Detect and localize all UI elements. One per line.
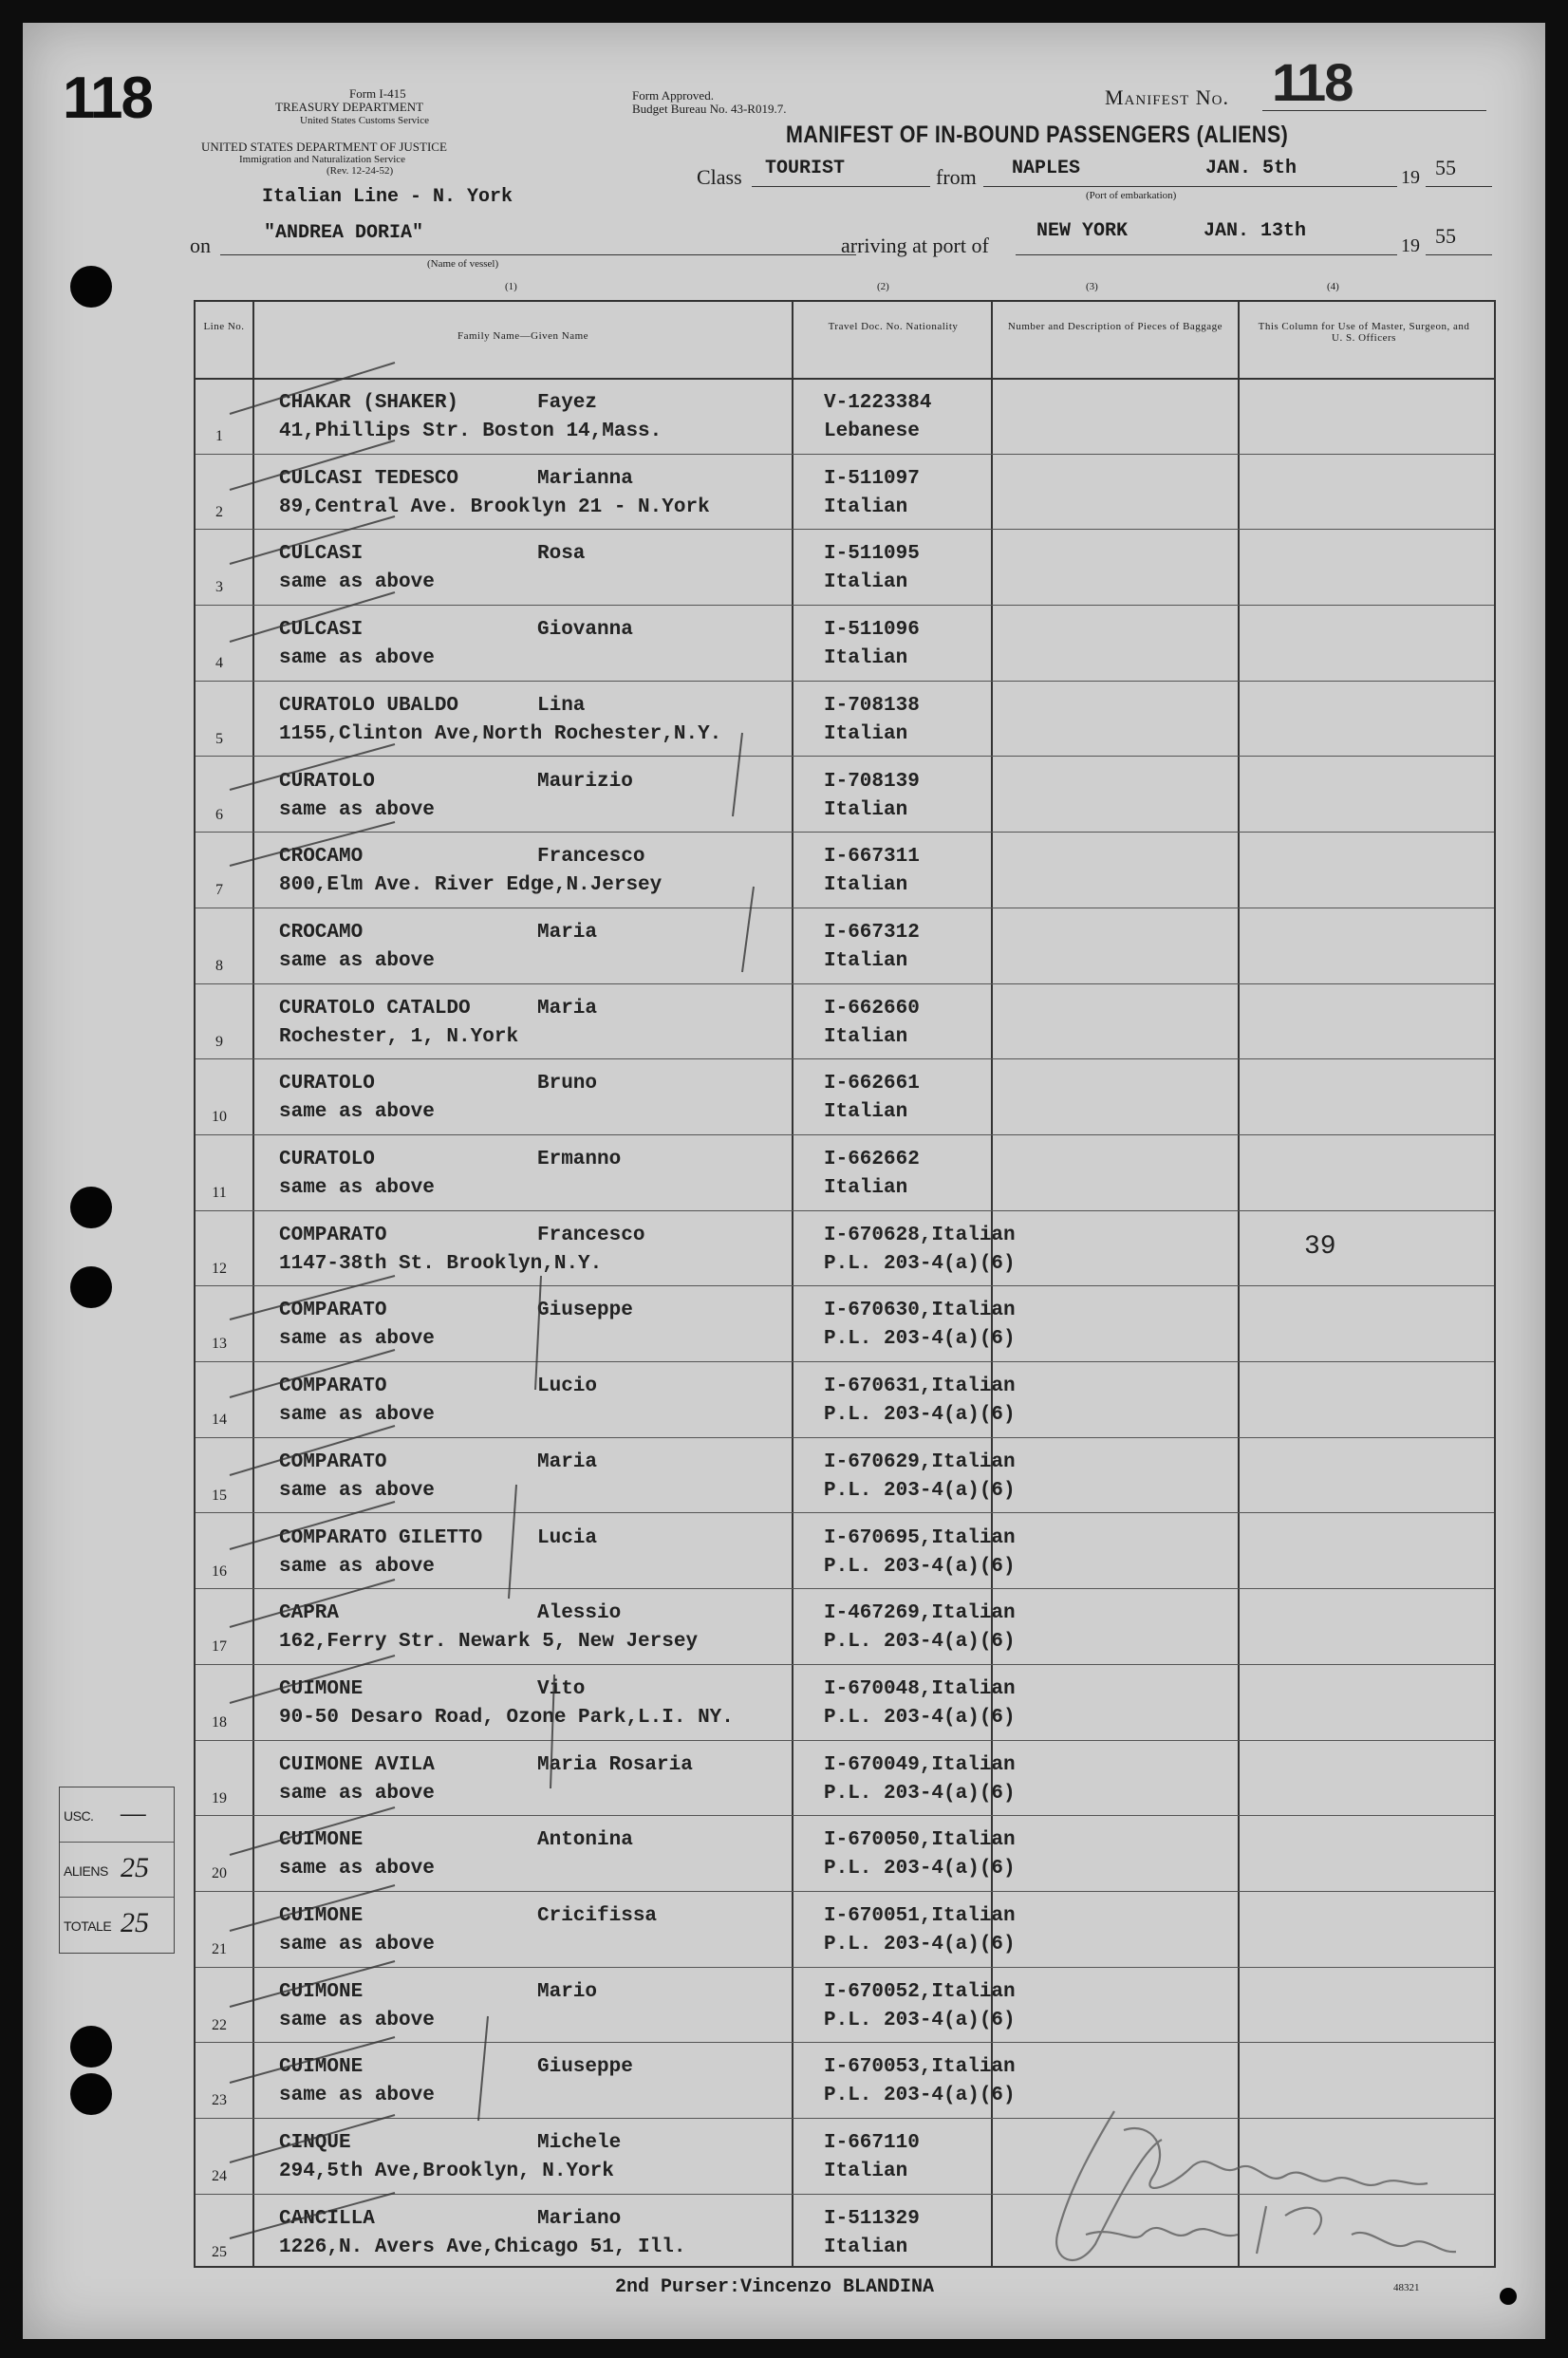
address: 1147-38th St. Brooklyn,N.Y. xyxy=(279,1252,603,1275)
nationality: Italian xyxy=(824,2161,908,2183)
travel-doc-number: I-667312 xyxy=(824,921,920,944)
nationality: Italian xyxy=(824,874,908,897)
travel-doc-number: I-670695,Italian xyxy=(824,1526,1016,1549)
family-name: CULCASI xyxy=(279,619,364,642)
arriving-label: arriving at port of xyxy=(841,234,989,257)
nationality: P.L. 203-4(a)(6) xyxy=(824,1934,1016,1956)
address: same as above xyxy=(279,571,435,594)
line-number: 6 xyxy=(215,806,223,823)
address: same as above xyxy=(279,1555,435,1578)
given-name: Maria xyxy=(537,997,598,1020)
header-baggage: Number and Description of Pieces of Baggage xyxy=(1007,321,1223,332)
manifest-no-label: Manifest No. xyxy=(1105,85,1229,109)
given-name: Bruno xyxy=(537,1073,598,1095)
col-number-3: (3) xyxy=(1086,281,1098,292)
line-number: 25 xyxy=(212,2243,227,2260)
travel-doc-number: I-662662 xyxy=(824,1149,920,1170)
line-number: 23 xyxy=(212,2092,227,2109)
travel-doc-number: I-670628,Italian xyxy=(824,1224,1016,1246)
nationality: Italian xyxy=(824,647,908,670)
travel-doc-number: I-667311 xyxy=(824,846,920,869)
family-name: CUIMONE AVILA xyxy=(279,1753,435,1776)
given-name: Maurizio xyxy=(537,770,633,793)
line-number: 5 xyxy=(215,730,223,747)
travel-doc-number: I-708139 xyxy=(824,770,920,793)
line-number: 22 xyxy=(212,2016,227,2033)
col-number-1: (1) xyxy=(505,281,517,292)
nationality: Lebanese xyxy=(824,421,920,442)
travel-doc-number: I-670048,Italian xyxy=(824,1677,1016,1700)
given-name: Mariano xyxy=(537,2207,622,2230)
nationality: Italian xyxy=(824,2236,908,2258)
nationality: P.L. 203-4(a)(6) xyxy=(824,1782,1016,1805)
class-label: Class xyxy=(697,165,742,189)
address: 800,Elm Ave. River Edge,N.Jersey xyxy=(279,874,663,897)
line-number: 11 xyxy=(212,1185,227,1201)
given-name: Francesco xyxy=(537,846,645,869)
pen-marks xyxy=(23,23,1545,2339)
nationality: Italian xyxy=(824,722,908,745)
given-name: Giuseppe xyxy=(537,1300,633,1322)
family-name: CURATOLO UBALDO xyxy=(279,694,459,717)
travel-doc-number: I-667110 xyxy=(824,2132,920,2155)
given-name: Marianna xyxy=(537,467,633,490)
travel-doc-number: I-670052,Italian xyxy=(824,1980,1016,2003)
line-company: Italian Line - N. York xyxy=(262,186,513,208)
line-number: 18 xyxy=(212,1713,227,1731)
col-number-4: (4) xyxy=(1327,281,1339,292)
header-officers: This Column for Use of Master, Surgeon, and U. S. Officers xyxy=(1258,321,1470,344)
form-id: Form I-415 xyxy=(349,86,406,101)
family-name: CINQUE xyxy=(279,2132,351,2155)
tally-row-usc xyxy=(60,1787,174,1843)
travel-doc-number: I-670053,Italian xyxy=(824,2056,1016,2079)
nationality: Italian xyxy=(824,1025,908,1048)
line-number: 4 xyxy=(215,655,223,672)
given-name: Maria xyxy=(537,921,598,944)
address: 162,Ferry Str. Newark 5, New Jersey xyxy=(279,1631,699,1654)
family-name: CULCASI xyxy=(279,543,364,566)
given-name: Rosa xyxy=(537,543,586,566)
travel-doc-number: I-708138 xyxy=(824,694,920,717)
form-code: 48321 xyxy=(1393,2282,1420,2293)
nationality: Italian xyxy=(824,496,908,518)
form-justice: UNITED STATES DEPARTMENT OF JUSTICE xyxy=(201,140,447,154)
given-name: Vito xyxy=(537,1677,586,1700)
nationality: P.L. 203-4(a)(6) xyxy=(824,1252,1016,1275)
travel-doc-number: I-670051,Italian xyxy=(824,1905,1016,1927)
year-prefix-1: 19 xyxy=(1401,167,1420,188)
address: same as above xyxy=(279,1101,435,1124)
line-number: 8 xyxy=(215,957,223,974)
address: same as above xyxy=(279,1934,435,1956)
form-immigration: Immigration and Naturalization Service xyxy=(239,154,406,165)
line-number: 10 xyxy=(212,1109,227,1126)
form-service: United States Customs Service xyxy=(300,115,429,126)
port-caption: (Port of embarkation) xyxy=(1086,190,1177,201)
address: same as above xyxy=(279,1479,435,1502)
address: same as above xyxy=(279,949,435,972)
nationality: Italian xyxy=(824,949,908,972)
given-name: Alessio xyxy=(537,1602,622,1625)
address: same as above xyxy=(279,1858,435,1881)
year-value-1: 55 xyxy=(1435,156,1456,179)
purser-line: 2nd Purser:Vincenzo BLANDINA xyxy=(615,2276,935,2298)
nationality: P.L. 203-4(a)(6) xyxy=(824,1631,1016,1654)
col-number-2: (2) xyxy=(877,281,889,292)
given-name: Ermanno xyxy=(537,1149,622,1170)
travel-doc-number: I-662661 xyxy=(824,1073,920,1095)
travel-doc-number: I-670629,Italian xyxy=(824,1450,1016,1473)
line-number: 14 xyxy=(212,1412,227,1429)
travel-doc-number: I-670049,Italian xyxy=(824,1753,1016,1776)
given-name: Cricifissa xyxy=(537,1905,658,1927)
manifest-sheet xyxy=(23,23,1545,2339)
baggage-count: 39 xyxy=(1304,1231,1336,1262)
line-number: 7 xyxy=(215,882,223,899)
tally-value: 25 xyxy=(121,1852,149,1883)
form-dept: TREASURY DEPARTMENT xyxy=(275,100,424,114)
vessel-name: "ANDREA DORIA" xyxy=(264,222,424,244)
travel-doc-number: I-670631,Italian xyxy=(824,1376,1016,1398)
given-name: Lucia xyxy=(537,1526,598,1549)
line-number: 2 xyxy=(215,503,223,520)
address: same as above xyxy=(279,1782,435,1805)
travel-doc-number: I-670630,Italian xyxy=(824,1300,1016,1322)
tally-value: 25 xyxy=(121,1907,149,1938)
family-name: CUIMONE xyxy=(279,1829,364,1852)
family-name: CURATOLO CATALDO xyxy=(279,997,471,1020)
form-approved: Form Approved. xyxy=(632,88,714,103)
nationality: P.L. 203-4(a)(6) xyxy=(824,1858,1016,1881)
given-name: Fayez xyxy=(537,392,598,414)
travel-doc-number: I-662660 xyxy=(824,997,920,1020)
nationality: Italian xyxy=(824,571,908,594)
family-name: CURATOLO xyxy=(279,1073,375,1095)
from-label: from xyxy=(936,165,977,189)
line-number: 24 xyxy=(212,2168,227,2185)
vessel-caption: (Name of vessel) xyxy=(427,258,499,270)
address: 89,Central Ave. Brooklyn 21 - N.York xyxy=(279,496,710,518)
travel-doc-number: I-511096 xyxy=(824,619,920,642)
family-name: CUIMONE xyxy=(279,1677,364,1700)
year-prefix-2: 19 xyxy=(1401,235,1420,256)
tally-label: ALIENS xyxy=(64,1863,108,1879)
nationality: P.L. 203-4(a)(6) xyxy=(824,1404,1016,1427)
given-name: Francesco xyxy=(537,1224,645,1246)
family-name: CROCAMO xyxy=(279,846,364,869)
nationality: P.L. 203-4(a)(6) xyxy=(824,1706,1016,1729)
family-name: COMPARATO GILETTO xyxy=(279,1526,483,1549)
given-name: Antonina xyxy=(537,1829,633,1852)
tally-label: TOTALE xyxy=(64,1918,112,1934)
address: same as above xyxy=(279,2009,435,2031)
family-name: COMPARATO xyxy=(279,1224,387,1246)
form-rev: (Rev. 12-24-52) xyxy=(327,165,394,177)
arrival-date: JAN. 13th xyxy=(1204,220,1307,242)
given-name: Maria xyxy=(537,1450,598,1473)
nationality: Italian xyxy=(824,1177,908,1199)
address: 90-50 Desaro Road, Ozone Park,L.I. NY. xyxy=(279,1706,734,1729)
given-name: Michele xyxy=(537,2132,622,2155)
nationality: P.L. 203-4(a)(6) xyxy=(824,2085,1016,2107)
travel-doc-number: I-511097 xyxy=(824,467,920,490)
address: 1155,Clinton Ave,North Rochester,N.Y. xyxy=(279,722,722,745)
tally-row-total xyxy=(60,1898,174,1953)
family-name: CULCASI TEDESCO xyxy=(279,467,459,490)
departure-date: JAN. 5th xyxy=(1205,158,1297,179)
travel-doc-number: I-467269,Italian xyxy=(824,1602,1016,1625)
family-name: CHAKAR (SHAKER) xyxy=(279,392,459,414)
given-name: Lucio xyxy=(537,1376,598,1398)
family-name: CAPRA xyxy=(279,1602,340,1625)
line-number: 19 xyxy=(212,1789,227,1806)
nationality: P.L. 203-4(a)(6) xyxy=(824,1479,1016,1502)
family-name: COMPARATO xyxy=(279,1376,387,1398)
stamp-number-left: 118 xyxy=(63,66,153,131)
tally-row-aliens xyxy=(60,1843,174,1898)
nationality: Italian xyxy=(824,798,908,821)
family-name: CURATOLO xyxy=(279,770,375,793)
travel-doc-number: I-511329 xyxy=(824,2207,920,2230)
line-number: 17 xyxy=(212,1638,227,1656)
travel-doc-number: V-1223384 xyxy=(824,392,932,414)
class-value: TOURIST xyxy=(765,158,846,179)
tally-value: — xyxy=(121,1797,146,1828)
address: Rochester, 1, N.York xyxy=(279,1025,519,1048)
line-number: 3 xyxy=(215,579,223,596)
arrival-port: NEW YORK xyxy=(1036,220,1129,242)
nationality: Italian xyxy=(824,1101,908,1124)
address: 294,5th Ave,Brooklyn, N.York xyxy=(279,2161,614,2183)
family-name: CUIMONE xyxy=(279,1905,364,1927)
address: 41,Phillips Str. Boston 14,Mass. xyxy=(279,421,663,442)
line-number: 9 xyxy=(215,1033,223,1050)
line-number: 21 xyxy=(212,1941,227,1957)
family-name: CURATOLO xyxy=(279,1149,375,1170)
line-number: 13 xyxy=(212,1336,227,1353)
on-label: on xyxy=(190,234,211,257)
given-name: Giuseppe xyxy=(537,2056,633,2079)
address: same as above xyxy=(279,1328,435,1351)
family-name: CANCILLA xyxy=(279,2207,375,2230)
line-number: 1 xyxy=(215,428,223,444)
tally-label: USC. xyxy=(64,1808,94,1824)
given-name: Giovanna xyxy=(537,619,633,642)
given-name: Mario xyxy=(537,1980,598,2003)
form-bureau: Budget Bureau No. 43-R019.7. xyxy=(632,102,787,116)
given-name: Maria Rosaria xyxy=(537,1753,693,1776)
nationality: P.L. 203-4(a)(6) xyxy=(824,1555,1016,1578)
header-line-no: Line No. xyxy=(203,321,245,332)
manifest-no-value: 118 xyxy=(1272,52,1353,112)
address: same as above xyxy=(279,2085,435,2107)
year-value-2: 55 xyxy=(1435,224,1456,248)
address: same as above xyxy=(279,647,435,670)
travel-doc-number: I-670050,Italian xyxy=(824,1829,1016,1852)
address: same as above xyxy=(279,798,435,821)
line-number: 20 xyxy=(212,1865,227,1882)
line-number: 16 xyxy=(212,1563,227,1580)
travel-doc-number: I-511095 xyxy=(824,543,920,566)
line-number: 12 xyxy=(212,1260,227,1277)
tally-box xyxy=(59,1787,175,1954)
family-name: COMPARATO xyxy=(279,1300,387,1322)
address: 1226,N. Avers Ave,Chicago 51, Ill. xyxy=(279,2236,686,2258)
manifest-title: MANIFEST OF IN-BOUND PASSENGERS (ALIENS) xyxy=(786,122,1289,148)
given-name: Lina xyxy=(537,694,586,717)
header-name: Family Name—Given Name xyxy=(457,330,589,342)
family-name: CUIMONE xyxy=(279,1980,364,2003)
line-number: 15 xyxy=(212,1487,227,1504)
from-value: NAPLES xyxy=(1012,158,1081,179)
family-name: COMPARATO xyxy=(279,1450,387,1473)
address: same as above xyxy=(279,1177,435,1199)
nationality: P.L. 203-4(a)(6) xyxy=(824,1328,1016,1351)
family-name: CROCAMO xyxy=(279,921,364,944)
address: same as above xyxy=(279,1404,435,1427)
header-travel-doc: Travel Doc. No. Nationality xyxy=(828,321,959,332)
nationality: P.L. 203-4(a)(6) xyxy=(824,2009,1016,2031)
officer-signature xyxy=(1029,2092,1484,2292)
family-name: CUIMONE xyxy=(279,2056,364,2079)
